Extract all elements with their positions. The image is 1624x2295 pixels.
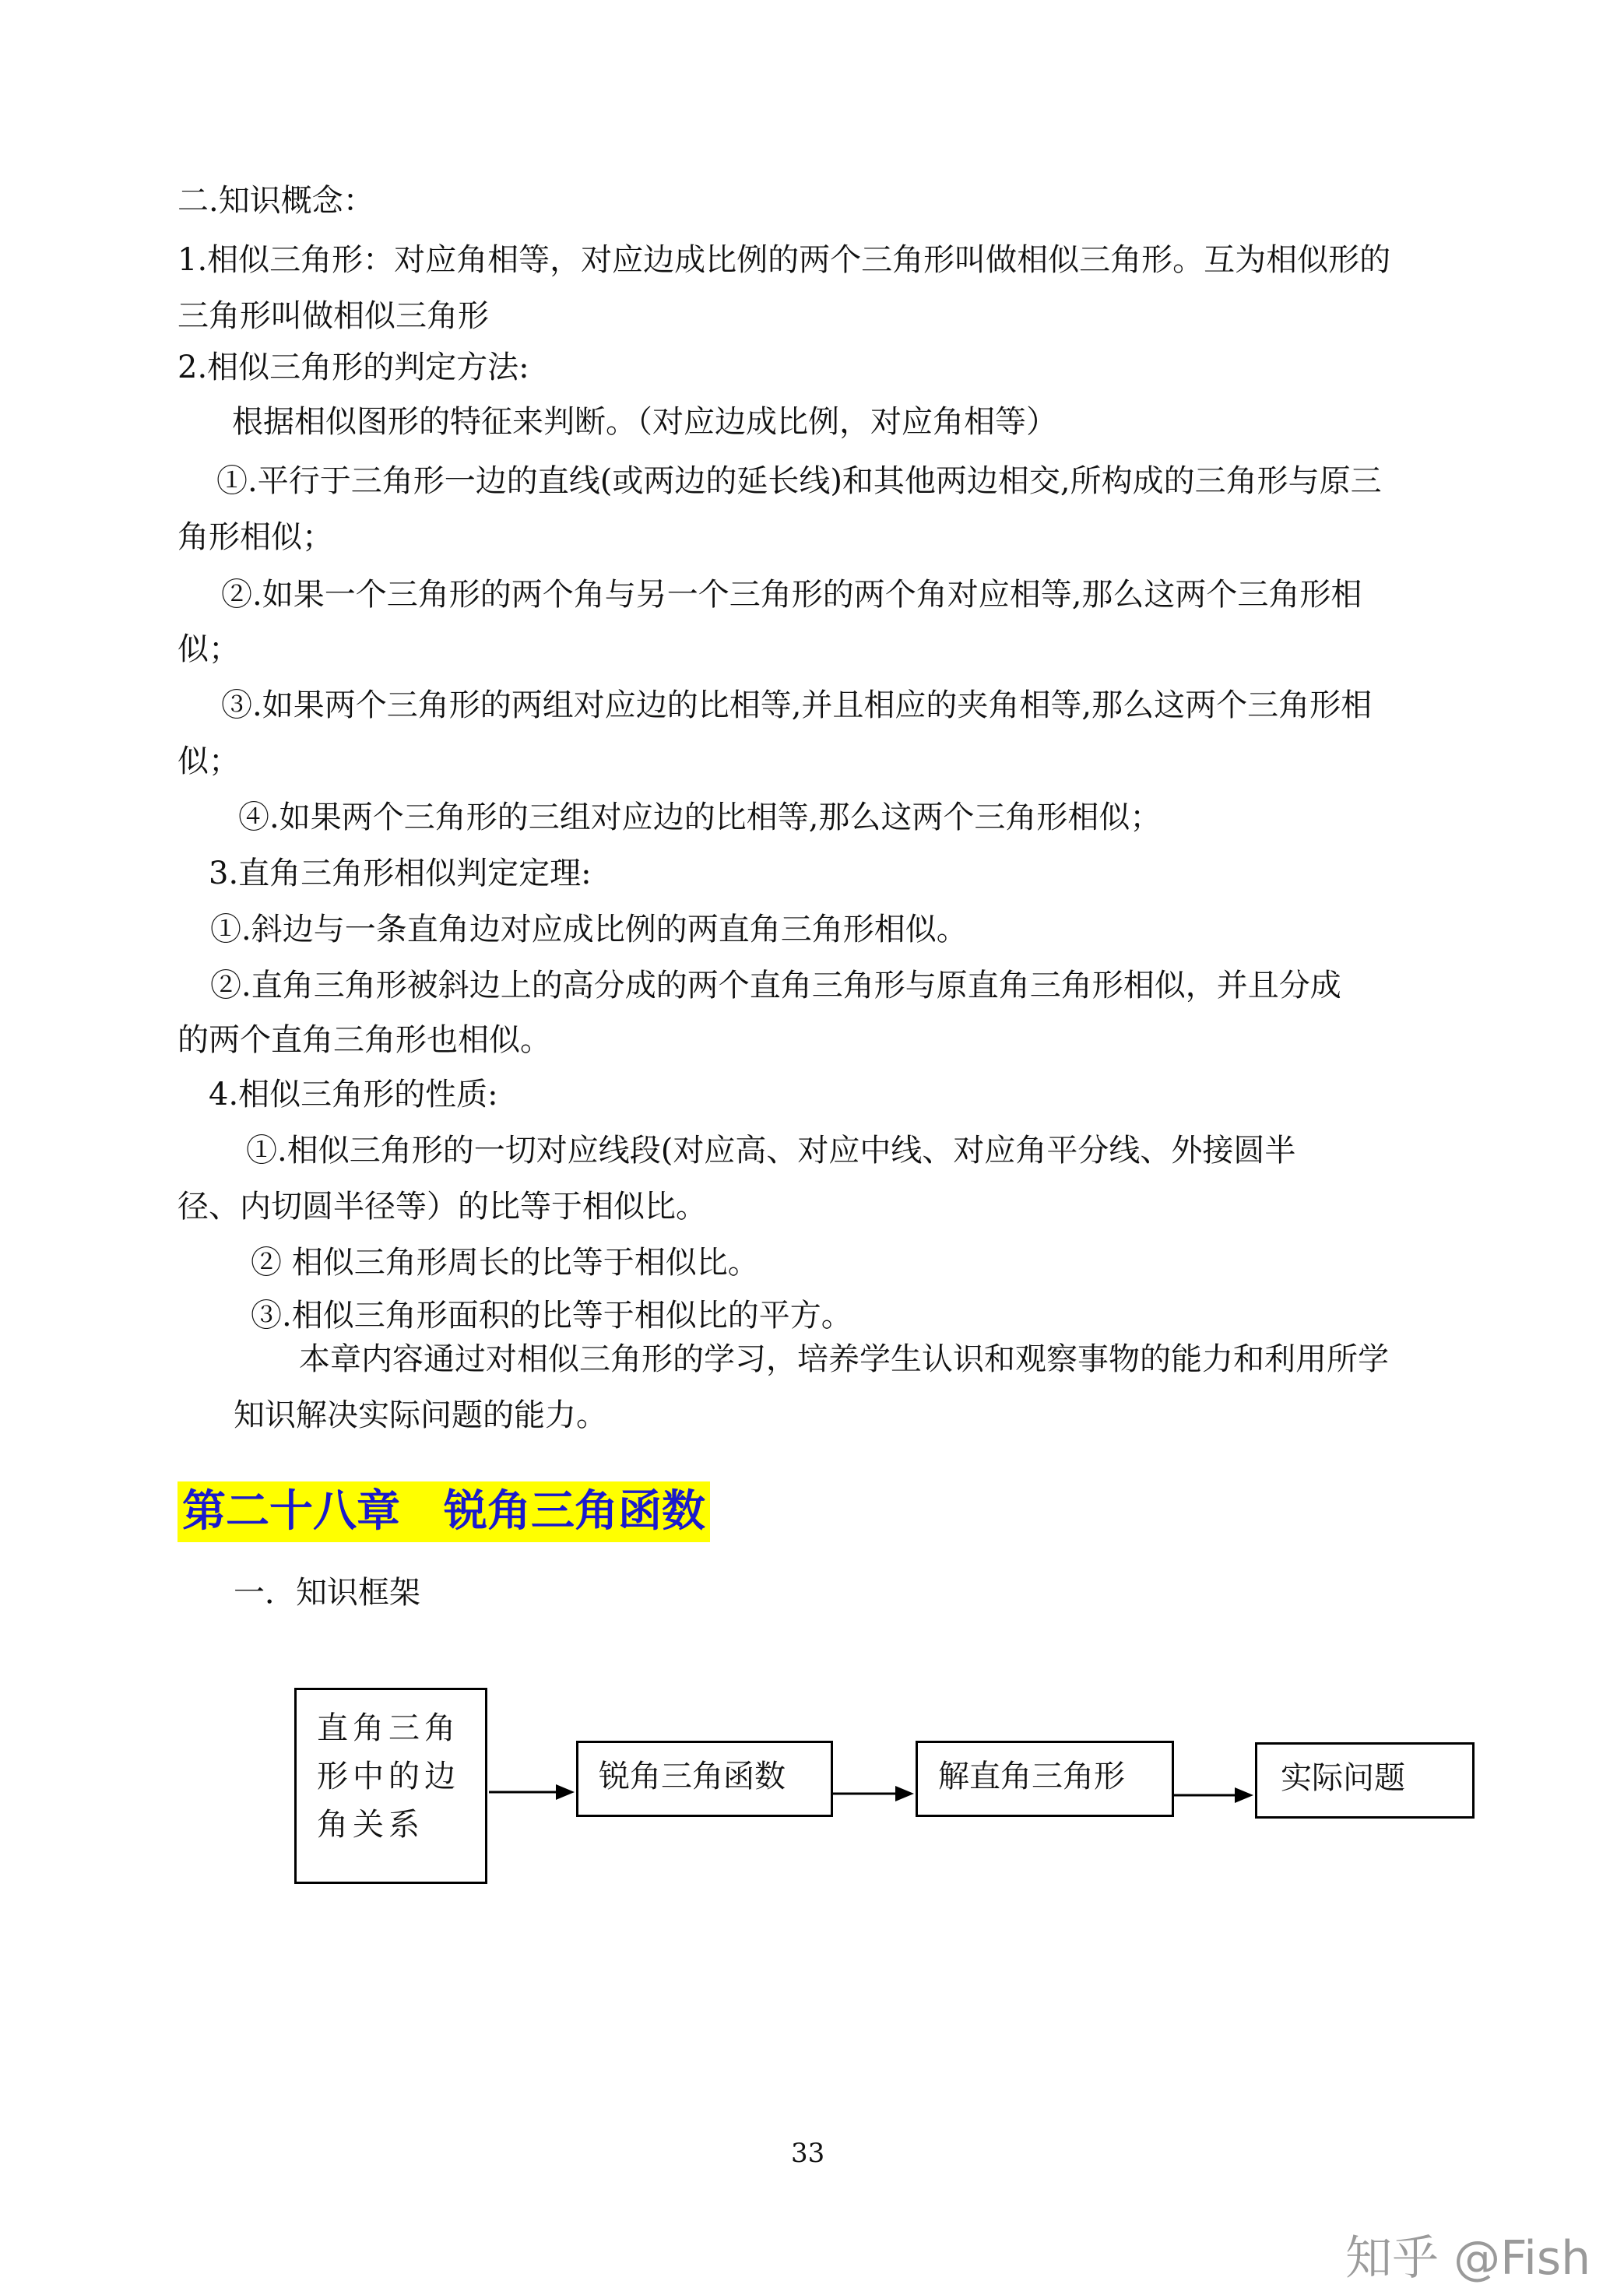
criterion-3-line-1: ③.如果两个三角形的两组对应边的比相等,并且相应的夹角相等,那么这两个三角形相 bbox=[221, 687, 1373, 723]
watermark: 知乎 @Fish bbox=[1345, 2231, 1591, 2286]
right-triangle-theorem-1: ①.斜边与一条直角边对应成比例的两直角三角形相似。 bbox=[210, 912, 968, 947]
page-number: 33 bbox=[791, 2138, 825, 2169]
property-2: ② 相似三角形周长的比等于相似比。 bbox=[251, 1245, 759, 1281]
right-triangle-theorem-2-line-1: ②.直角三角形被斜边上的高分成的两个直角三角形与原直角三角形相似，并且分成 bbox=[210, 968, 1341, 1003]
box-solve-right-triangle bbox=[916, 1741, 1174, 1817]
section-heading: 二.知识概念： bbox=[178, 183, 374, 219]
box4-label: 实际问题 bbox=[1281, 1760, 1405, 1796]
box2-label: 锐角三角函数 bbox=[599, 1759, 786, 1794]
criterion-2-line-1: ②.如果一个三角形的两个角与另一个三角形的两个角对应相等,那么这两个三角形相 bbox=[221, 577, 1362, 613]
box3-label: 解直角三角形 bbox=[938, 1759, 1125, 1794]
box1-line-3: 角关系 bbox=[317, 1807, 424, 1843]
criterion-4: ④.如果两个三角形的三组对应边的比相等,那么这两个三角形相似； bbox=[238, 800, 1162, 835]
box1-line-1: 直角三角 bbox=[317, 1710, 460, 1746]
definition-line-2: 三角形叫做相似三角形 bbox=[178, 298, 489, 334]
framework-heading: 一．知识框架 bbox=[234, 1575, 420, 1611]
criterion-1-line-2: 角形相似； bbox=[178, 519, 333, 555]
definition-line-1: 1.相似三角形：对应角相等，对应边成比例的两个三角形叫做相似三角形。互为相似形的 bbox=[178, 242, 1391, 278]
box1-line-2: 形中的边 bbox=[317, 1759, 460, 1794]
box-right-triangle-relations bbox=[294, 1688, 487, 1884]
chapter-title: 第二十八章 锐角三角函数 bbox=[178, 1481, 710, 1542]
property-1-line-1: ①.相似三角形的一切对应线段(对应高、对应中线、对应角平分线、外接圆半 bbox=[246, 1133, 1296, 1169]
chapter-summary-line-1: 本章内容通过对相似三角形的学习，培养学生认识和观察事物的能力和利用所学 bbox=[299, 1341, 1389, 1377]
criterion-3-line-2: 似； bbox=[178, 743, 240, 779]
criterion-2-line-2: 似； bbox=[178, 631, 240, 667]
properties-heading: 4.相似三角形的性质: bbox=[209, 1077, 498, 1112]
box-practical-problems bbox=[1255, 1742, 1475, 1819]
property-3: ③.相似三角形面积的比等于相似比的平方。 bbox=[251, 1298, 852, 1334]
right-triangle-theorem-2-line-2: 的两个直角三角形也相似。 bbox=[178, 1022, 551, 1058]
right-triangle-heading: 3.直角三角形相似判定定理: bbox=[209, 856, 592, 891]
arrow-2 bbox=[833, 1786, 914, 1801]
criteria-heading: 2.相似三角形的判定方法: bbox=[178, 350, 529, 385]
criterion-1-line-1: ①.平行于三角形一边的直线(或两边的延长线)和其他两边相交,所构成的三角形与原三 bbox=[216, 463, 1382, 499]
chapter-summary-line-2: 知识解决实际问题的能力。 bbox=[234, 1397, 607, 1433]
property-1-line-2: 径、内切圆半径等）的比等于相似比。 bbox=[178, 1189, 707, 1225]
box-acute-trig-functions bbox=[576, 1741, 833, 1817]
criteria-intro: 根据相似图形的特征来判断。（对应边成比例，对应角相等） bbox=[232, 404, 1057, 440]
arrow-1 bbox=[489, 1784, 575, 1800]
arrow-3 bbox=[1174, 1787, 1253, 1803]
